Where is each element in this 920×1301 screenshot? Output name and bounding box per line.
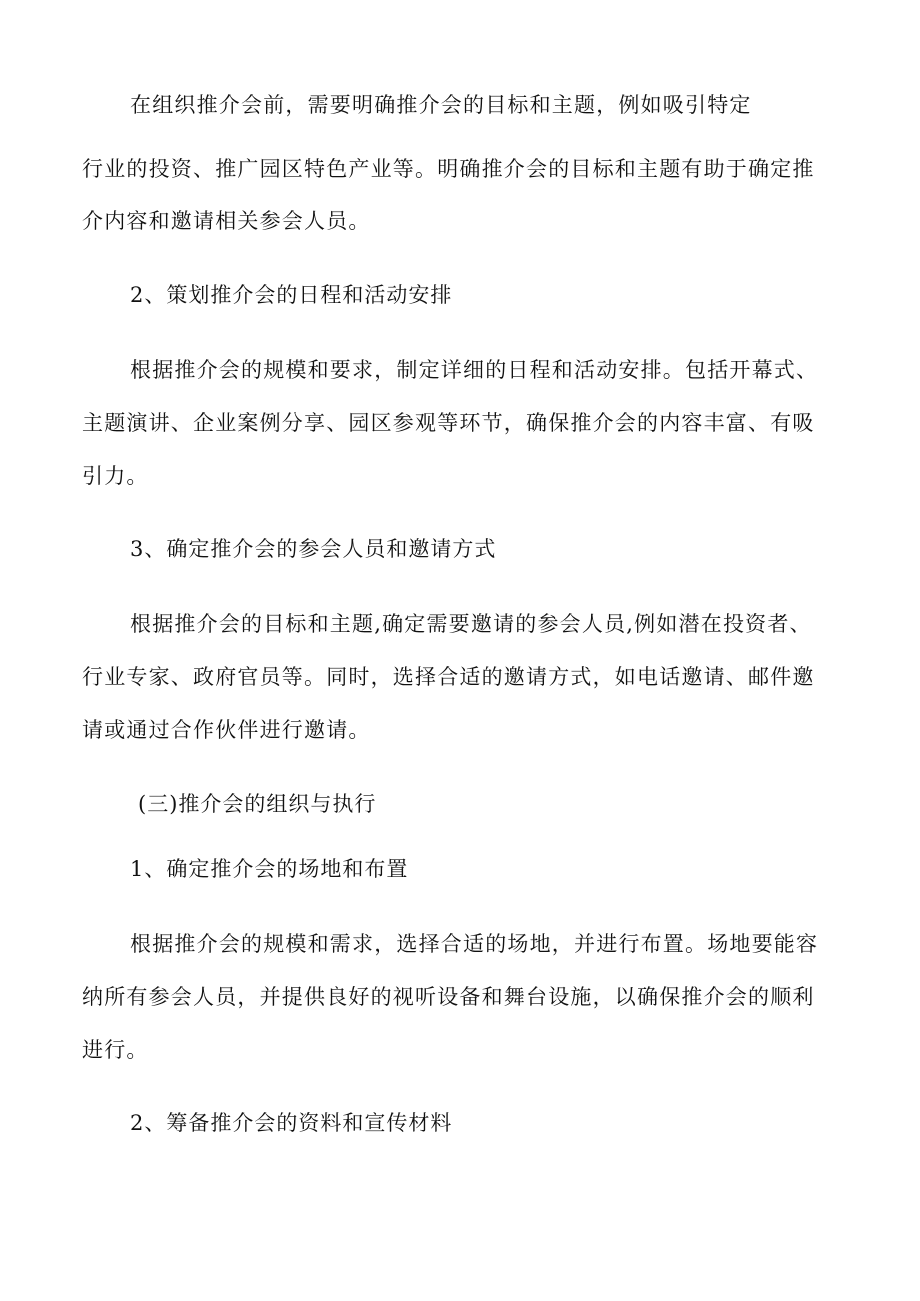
paragraph-line: 在组织推介会前，需要明确推介会的目标和主题，例如吸引特定 bbox=[130, 93, 752, 117]
paragraph-line: 根据推介会的目标和主题,确定需要邀请的参会人员,例如潜在投资者、 bbox=[130, 612, 812, 636]
paragraph-line: 行业专家、政府官员等。同时，选择合适的邀请方式，如电话邀请、邮件邀 bbox=[82, 665, 815, 689]
paragraph-line: 请或通过合作伙伴进行邀请。 bbox=[82, 718, 371, 742]
section-heading: 3、确定推介会的参会人员和邀请方式 bbox=[130, 537, 497, 561]
paragraph-line: 纳所有参会人员，并提供良好的视听设备和舞台设施，以确保推介会的顺利 bbox=[82, 985, 815, 1009]
subsection-title: (三)推介会的组织与执行 bbox=[138, 792, 377, 816]
paragraph-line: 引力。 bbox=[82, 464, 149, 488]
section-heading: 2、策划推介会的日程和活动安排 bbox=[130, 283, 453, 307]
paragraph-line: 行业的投资、推广园区特色产业等。明确推介会的目标和主题有助于确定推 bbox=[82, 157, 815, 181]
paragraph-line: 主题演讲、企业案例分享、园区参观等环节，确保推介会的内容丰富、有吸 bbox=[82, 411, 815, 435]
paragraph-line: 根据推介会的规模和需求，选择合适的场地，并进行布置。场地要能容 bbox=[130, 932, 819, 956]
section-heading: 2、筹备推介会的资料和宣传材料 bbox=[130, 1111, 453, 1135]
section-heading: 1、确定推介会的场地和布置 bbox=[130, 857, 409, 881]
paragraph-line: 根据推介会的规模和要求，制定详细的日程和活动安排。包括开幕式、 bbox=[130, 358, 819, 382]
paragraph-line: 进行。 bbox=[82, 1038, 149, 1062]
paragraph-line: 介内容和邀请相关参会人员。 bbox=[82, 209, 371, 233]
